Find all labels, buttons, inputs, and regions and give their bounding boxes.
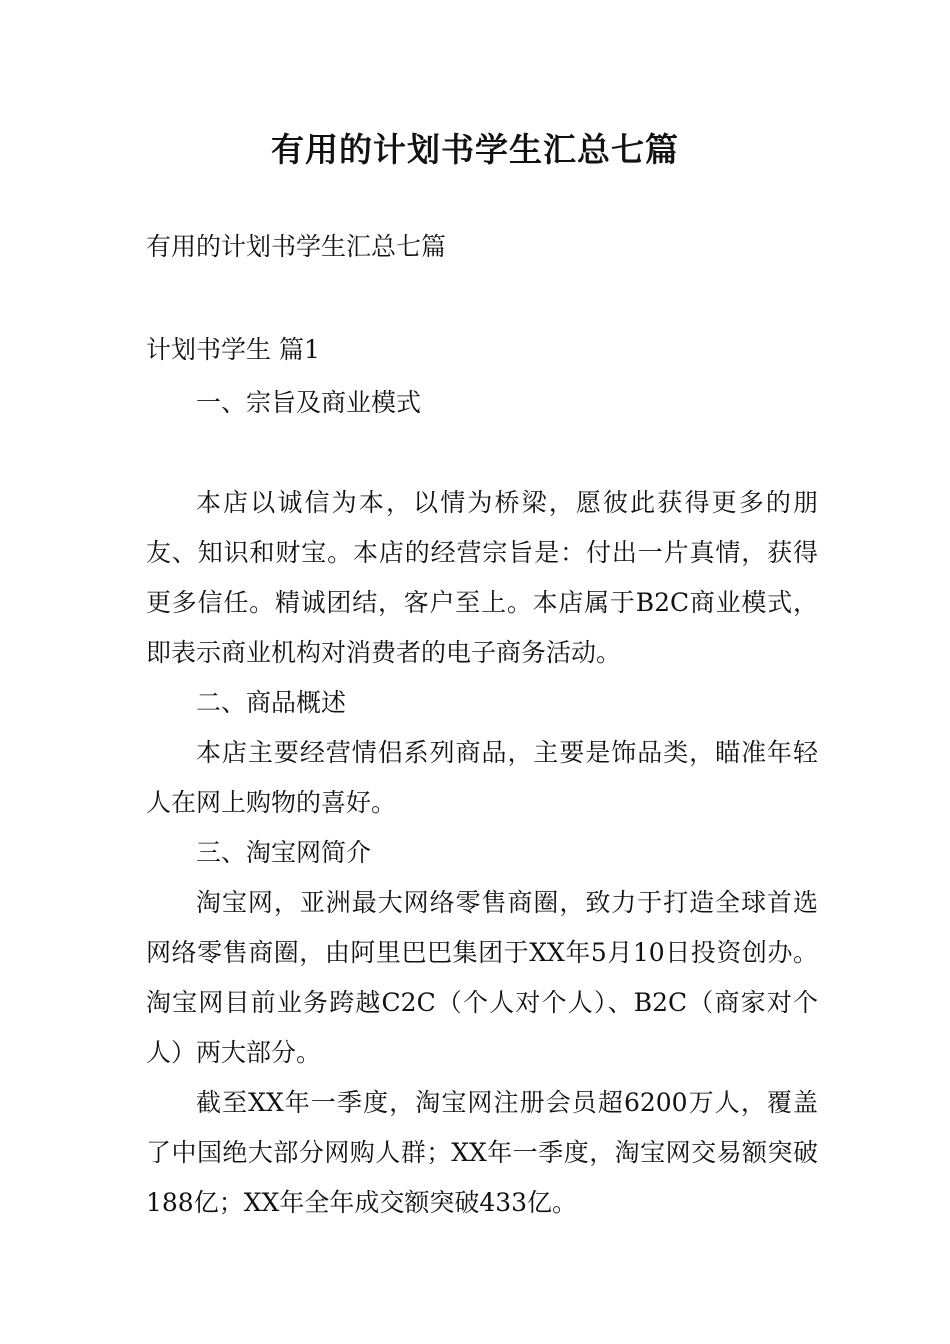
- paragraph-purpose: 本店以诚信为本，以情为桥梁，愿彼此获得更多的朋友、知识和财宝。本店的经营宗旨是：付出一片真情，获得更多信任。精诚团结，客户至上。本店属于B2C商业模式，即表示商业机构对消费者的电子商务活动。: [146, 488, 818, 667]
- section-heading: 计划书学生 篇1: [146, 335, 320, 364]
- heading-taobao: 三、淘宝网简介: [196, 838, 372, 867]
- paragraph-products: 本店主要经营情侣系列商品，主要是饰品类，瞄准年轻人在网上购物的喜好。: [146, 738, 818, 817]
- document-title: 有用的计划书学生汇总七篇: [271, 130, 679, 169]
- document-body: [146, 378, 818, 1228]
- heading-purpose: 一、宗旨及商业模式: [196, 388, 422, 417]
- paragraph-taobao-stats: 截至XX年一季度，淘宝网注册会员超6200万人，覆盖了中国绝大部分网购人群；XX年一季度，淘宝网交易额突破188亿；XX年全年成交额突破433亿。: [146, 1088, 818, 1217]
- document-subtitle: 有用的计划书学生汇总七篇: [146, 232, 447, 261]
- heading-products: 二、商品概述: [196, 688, 347, 717]
- paragraph-taobao-intro: 淘宝网，亚洲最大网络零售商圈，致力于打造全球首选网络零售商圈，由阿里巴巴集团于XX年5月10日投资创办。淘宝网目前业务跨越C2C（个人对个人）、B2C（商家对个人）两大部分。: [146, 888, 818, 1067]
